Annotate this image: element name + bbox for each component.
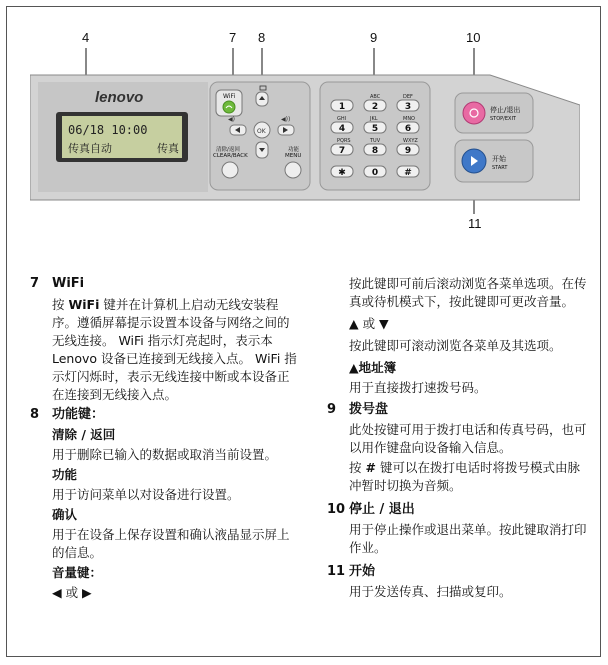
volume-up-icon: ◀))	[281, 116, 291, 123]
dial-key-digit: 5	[371, 124, 379, 134]
menu-button[interactable]	[285, 162, 301, 178]
dial-key-letters: GHI	[337, 116, 347, 122]
callout-11: 11	[468, 216, 482, 231]
dial-key-digit: 8	[371, 146, 379, 156]
dial-key-digit: 7	[338, 146, 346, 156]
left-column	[30, 275, 298, 602]
dial-key-letters: JKL	[370, 116, 378, 122]
dial-key-digit: 4	[338, 124, 346, 134]
section-10-number: 10	[327, 502, 346, 517]
updown-keys-symbols: ▲ 或 ▼	[349, 316, 389, 331]
stop-exit-button[interactable]	[463, 102, 485, 124]
lcd-line-1: 06/18 10:00	[68, 123, 148, 137]
callout-10: 10	[466, 30, 481, 45]
brand-logo: lenovo	[95, 89, 144, 106]
dial-key-digit: 1	[338, 102, 346, 112]
control-panel-diagram	[30, 30, 580, 250]
section-9-number: 9	[327, 402, 337, 417]
volume-down-icon: ◀)	[228, 116, 235, 123]
lcd-line-2-left: 传真自动	[68, 142, 112, 155]
section-8-title: 功能键：	[52, 407, 105, 422]
section-11-title: 开始	[349, 564, 376, 579]
section-7-body: 按 WiFi 键并在计算机上启动无线安装程序。遵循屏幕提示设置本设备与网络之间的无线连接。 WiFi 指示灯亮起时，表示本 Lenovo 设备已连接到无线接入点。 WiFi 指示灯闪烁时，表示无线连接中断或本设备正在连接到无线接入点。	[52, 297, 297, 402]
dial-key-letters: WXYZ	[403, 138, 418, 144]
address-book-title: ▲地址簿	[349, 360, 397, 375]
section-9-body-1: 此处按键可用于拨打电话和传真号码，也可以用作键盘向设备输入信息。	[349, 422, 587, 455]
updown-keys-body: 按此键即可滚动浏览各菜单及其选项。	[349, 338, 562, 353]
right-column	[327, 275, 587, 601]
menu-label: 功能 MENU	[285, 147, 302, 159]
section-9-title: 拨号盘	[349, 402, 389, 417]
start-label: 开始	[492, 155, 506, 163]
address-book-body: 用于直接拨打速拨号码。	[349, 380, 487, 395]
dial-key-digit: #	[404, 168, 412, 178]
section-7-title: WiFi	[52, 276, 85, 291]
volume-keys-body: 按此键即可前后滚动浏览各菜单选项。在传真或待机模式下，按此键即可更改音量。	[349, 276, 587, 309]
callout-7: 7	[229, 30, 237, 45]
wifi-key-label: WiFi	[223, 93, 236, 100]
dial-key-letters: TUV	[370, 138, 381, 144]
menu-body: 用于访问菜单以对设备进行设置。	[52, 487, 240, 502]
section-7-number: 7	[30, 276, 40, 291]
dial-key-letters: PQRS	[337, 138, 351, 144]
section-9-body-2: 按 # 键可以在拨打电话时将拨号模式由脉冲暂时切换为音频。	[349, 460, 580, 493]
section-11-number: 11	[327, 564, 346, 579]
wifi-button[interactable]	[223, 101, 235, 113]
dial-key-digit: 0	[371, 168, 379, 178]
ok-icon: OK	[257, 128, 266, 135]
dial-key-letters: DEF	[403, 94, 413, 100]
dial-key-digit: 6	[404, 124, 412, 134]
lcd-line-2-right: 传真	[157, 142, 179, 155]
stop-exit-label-en: STOP/EXIT	[490, 116, 516, 122]
volume-keys-title: 音量键：	[52, 565, 103, 580]
clear-back-title: 清除 / 返回	[52, 427, 116, 442]
dial-key-letters: ABC	[370, 94, 381, 100]
section-10-title: 停止 / 退出	[349, 502, 415, 517]
ok-title: 确认	[52, 507, 78, 522]
callout-8: 8	[258, 30, 266, 45]
clear-back-label: 清除/返回 CLEAR/BACK	[213, 147, 248, 159]
start-label-en: START	[492, 165, 508, 171]
section-8-number: 8	[30, 407, 40, 422]
clear-back-body: 用于删除已输入的数据或取消当前设置。	[52, 447, 278, 462]
callout-4: 4	[82, 30, 90, 45]
volume-keys-symbols: ◀ 或 ▶	[52, 585, 92, 600]
dial-key-letters: MNO	[403, 116, 415, 122]
stop-exit-label: 停止/退出	[490, 106, 521, 114]
section-11-body: 用于发送传真、扫描或复印。	[349, 584, 512, 599]
menu-title: 功能	[52, 467, 78, 482]
dial-key-digit: ✱	[338, 168, 346, 178]
dial-key-digit: 3	[404, 102, 412, 112]
dial-key-digit: 9	[404, 146, 412, 156]
callout-9: 9	[370, 30, 378, 45]
address-book-icon: ▲	[349, 360, 359, 375]
section-10-body: 用于停止操作或退出菜单。按此键取消打印作业。	[349, 522, 587, 555]
ok-body: 用于在设备上保存设置和确认液晶显示屏上的信息。	[52, 527, 290, 560]
dial-key-digit: 2	[371, 102, 379, 112]
clear-back-button[interactable]	[222, 162, 238, 178]
